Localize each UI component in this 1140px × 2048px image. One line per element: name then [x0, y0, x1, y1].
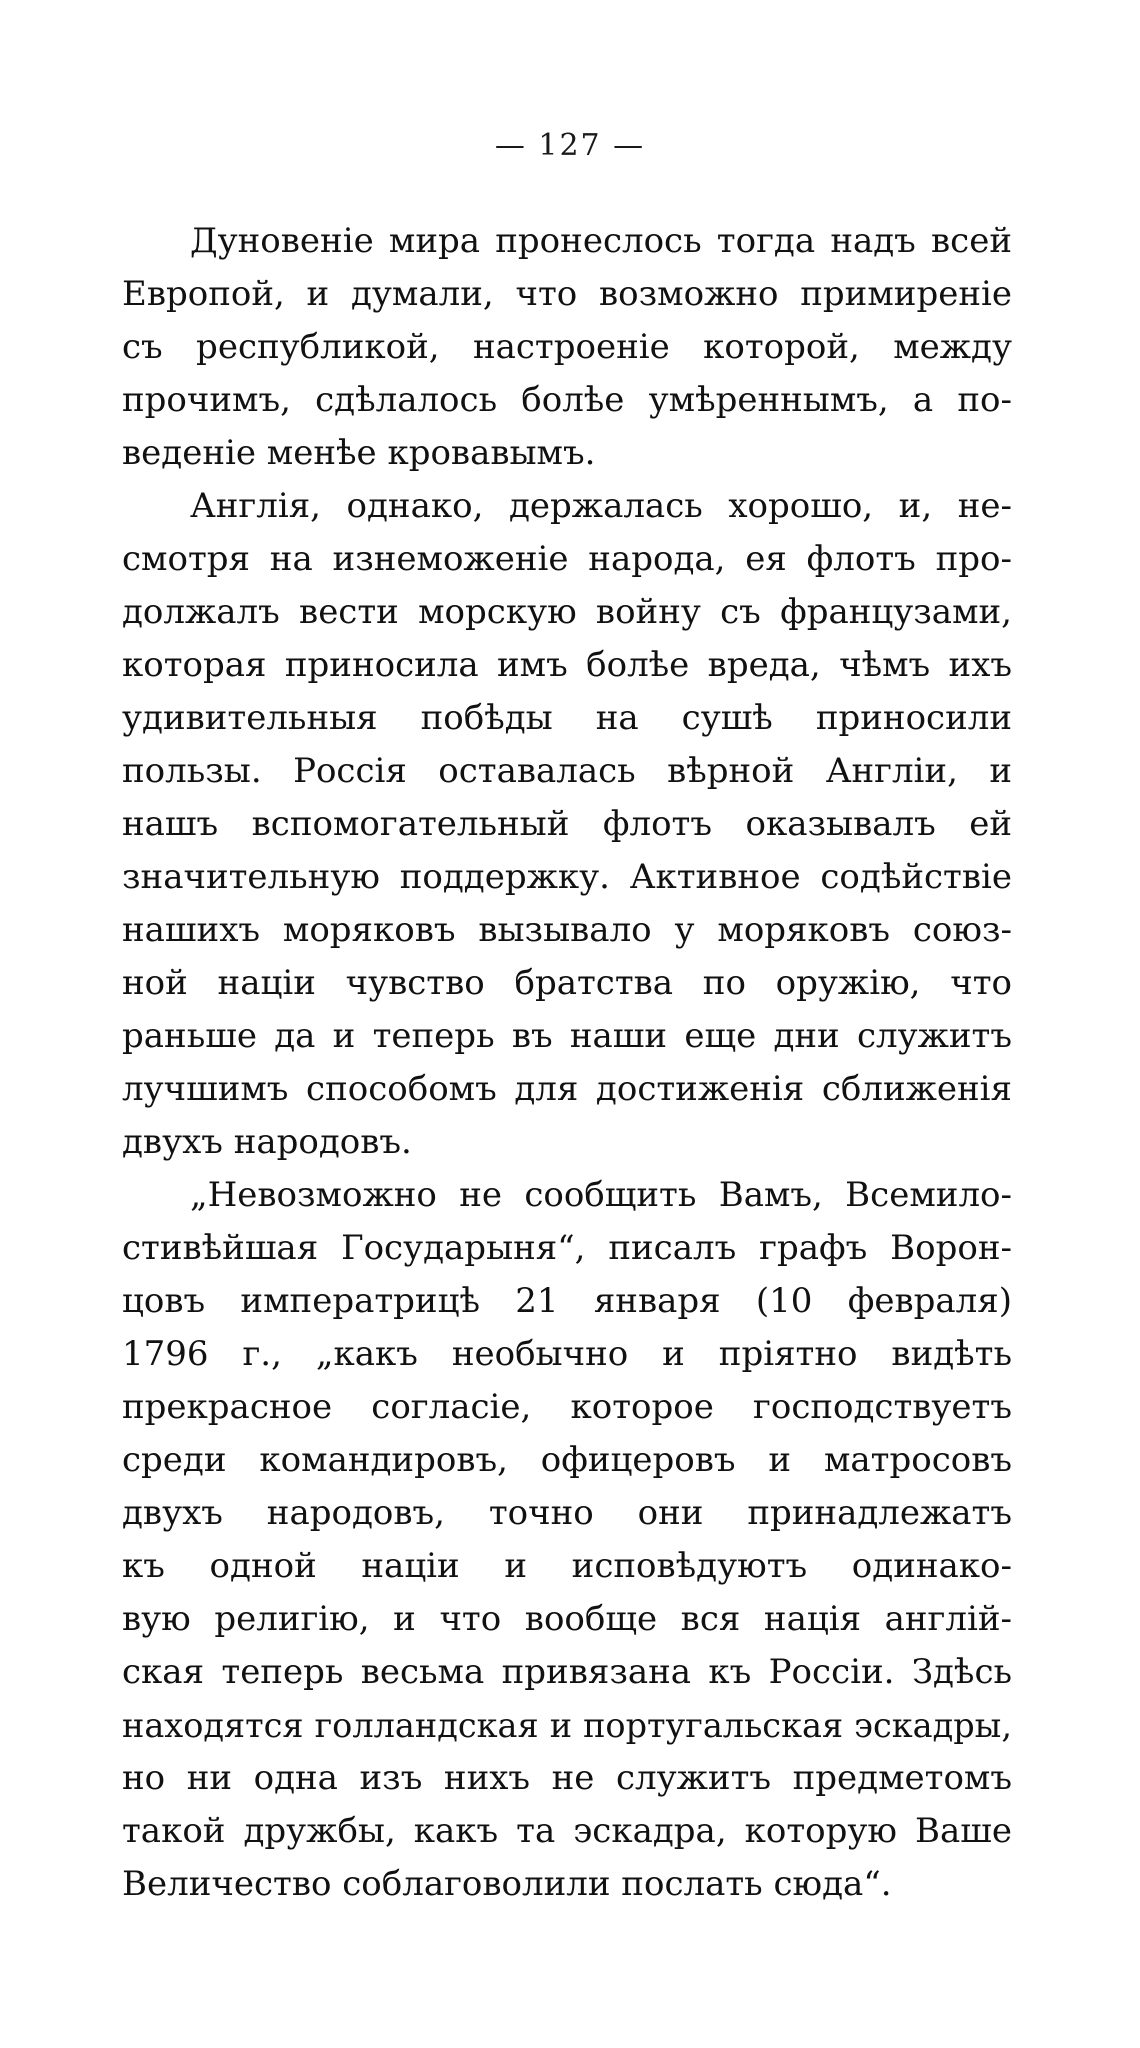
text-line: 1796 г., „какъ необычно и прiятно видѣть: [122, 1334, 1012, 1374]
text-line: лучшимъ способомъ для достиженiя сближенiя: [122, 1069, 1012, 1109]
text-line: двухъ народовъ, точно они принадлежатъ: [122, 1493, 1012, 1533]
text-line: прочимъ, сдѣлалось болѣе умѣреннымъ, а по-: [122, 380, 1012, 420]
text-line: должалъ вести морскую войну съ французами,: [122, 592, 1012, 632]
text-line: находятся голландская и португальская эскадры,: [122, 1706, 1012, 1745]
text-line: Величество соблаговолили послать сюда“.: [122, 1864, 892, 1904]
text-line: ская теперь весьма привязана къ Россiи. Здѣсь: [122, 1652, 1012, 1692]
page-number: — 127 —: [494, 128, 646, 163]
text-line: такой дружбы, какъ та эскадра, которую Ваше: [122, 1811, 1012, 1851]
text-line: среди командировъ, офицеровъ и матросовъ: [122, 1440, 1012, 1480]
text-line: Дуновенiе мира пронеслось тогда надъ всей: [190, 221, 1012, 261]
text-line: Англiя, однако, держалась хорошо, и, не-: [190, 486, 1012, 526]
text-line: „Невозможно не сообщить Вамъ, Всемило-: [190, 1175, 1012, 1215]
text-line: вую религiю, и что вообще вся нацiя англiй-: [122, 1599, 1012, 1639]
text-line: съ республикой, настроенiе которой, между: [122, 327, 1012, 367]
text-line: нашъ вспомогательный флотъ оказывалъ ей: [122, 804, 1012, 844]
body-text: [122, 215, 1012, 1911]
text-line: удивительныя побѣды на сушѣ приносили: [122, 698, 1012, 738]
text-line: значительную поддержку. Активное содѣйствiе: [122, 857, 1012, 897]
text-line: но ни одна изъ нихъ не служитъ предметомъ: [122, 1758, 1012, 1798]
text-line: прекрасное согласiе, которое господствуетъ: [122, 1387, 1012, 1427]
text-line: раньше да и теперь въ наши еще дни служитъ: [122, 1016, 1012, 1056]
text-line: цовъ императрицѣ 21 января (10 февраля): [122, 1281, 1012, 1321]
text-line: двухъ народовъ.: [122, 1122, 412, 1162]
text-line: смотря на изнеможенiе народа, ея флотъ про-: [122, 539, 1012, 579]
text-line: нашихъ моряковъ вызывало у моряковъ союз-: [122, 910, 1012, 950]
text-line: къ одной нацiи и исповѣдуютъ одинако-: [122, 1546, 1012, 1586]
text-line: пользы. Россiя оставалась вѣрной Англiи, и: [122, 751, 1012, 791]
text-line: веденiе менѣе кровавымъ.: [122, 433, 596, 473]
text-line: ной нацiи чувство братства по оружiю, что: [122, 963, 1012, 1003]
text-line: которая приносила имъ болѣе вреда, чѣмъ ихъ: [122, 645, 1012, 685]
text-line: стивѣйшая Государыня“, писалъ графъ Ворон-: [122, 1228, 1012, 1268]
text-line: Европой, и думали, что возможно примиренiе: [122, 274, 1012, 314]
